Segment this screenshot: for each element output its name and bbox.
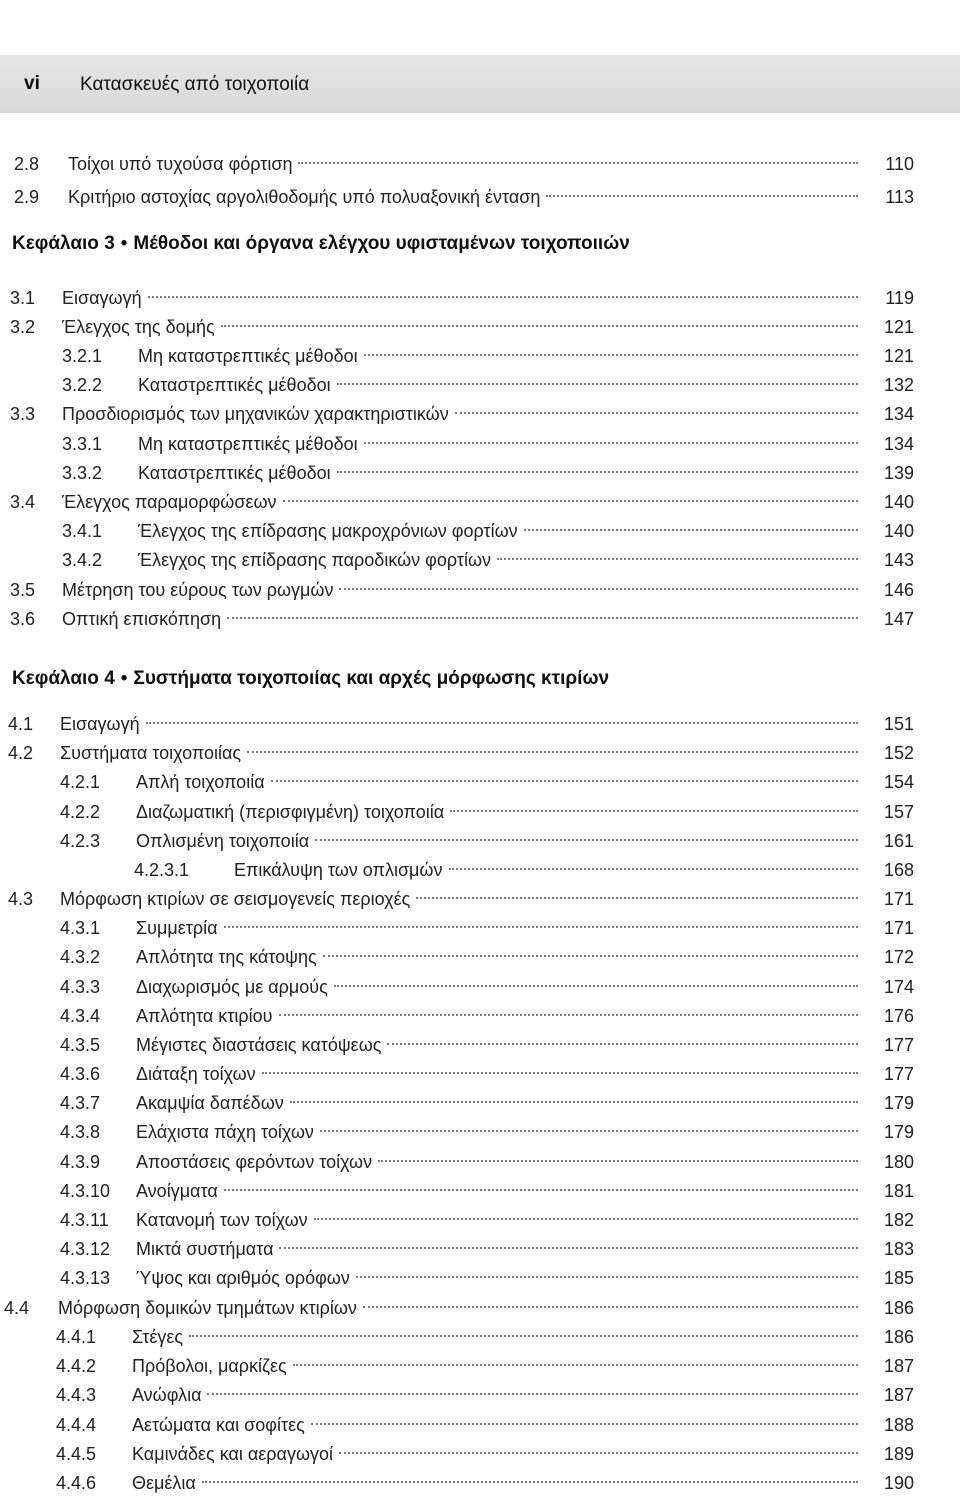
toc-number: 4.3.12 [60, 1239, 111, 1259]
toc-page: 143 [883, 550, 914, 570]
toc-title: Αετώματα και σοφίτες [132, 1415, 305, 1435]
toc-page: 189 [883, 1444, 914, 1464]
dot-leader [148, 296, 858, 298]
toc-page: 185 [883, 1268, 914, 1288]
toc-entry-3-3-1 [62, 430, 914, 458]
toc-page: 121 [883, 346, 914, 366]
toc-entry-3-4 [10, 488, 914, 516]
dot-leader [207, 1393, 858, 1395]
toc-title: Θεμέλια [132, 1473, 196, 1493]
dot-leader [224, 926, 859, 928]
toc-number: 3.4.2 [62, 550, 103, 570]
dot-leader [271, 780, 858, 782]
toc-entry-4-2-3-1 [134, 856, 914, 884]
dot-leader [363, 1306, 858, 1308]
dot-leader [311, 1423, 858, 1425]
toc-page: 188 [883, 1415, 914, 1435]
toc-entry-4-3-8 [60, 1118, 914, 1146]
toc-entry-4-3-9 [60, 1148, 914, 1176]
toc-number: 4.3.2 [60, 947, 101, 967]
toc-title: Έλεγχος της επίδρασης παροδικών φορτίων [138, 550, 491, 570]
toc-title: Μέτρηση του εύρους των ρωγμών [62, 580, 334, 600]
page-header [0, 55, 960, 113]
dot-leader [221, 325, 858, 327]
toc-entry-3-2-1 [62, 342, 914, 370]
chapter-3-bullet: • [120, 233, 128, 254]
toc-title: Μικτά συστήματα [136, 1239, 274, 1259]
toc-number: 4.2 [8, 743, 34, 763]
toc-page: 181 [883, 1181, 914, 1201]
dot-leader [314, 1218, 858, 1220]
toc-number: 4.4.4 [56, 1415, 97, 1435]
toc-title: Στέγες [132, 1327, 184, 1347]
toc-entry-3-5 [10, 576, 914, 604]
dot-leader [339, 1452, 858, 1454]
toc-page: 186 [883, 1298, 914, 1318]
chapter-4-bullet: • [120, 668, 128, 689]
toc-page: 187 [883, 1356, 914, 1376]
dot-leader [247, 751, 858, 753]
toc-entry-3-4-1 [62, 517, 914, 545]
toc-page: 161 [883, 831, 914, 851]
toc-entry-4-2 [8, 739, 914, 767]
toc-title: Οπλισμένη τοιχοποιία [136, 831, 310, 851]
toc-page: 139 [883, 463, 914, 483]
toc-number: 3.2.1 [62, 346, 103, 366]
toc-page: 154 [883, 772, 914, 792]
toc-number: 3.2.2 [62, 375, 103, 395]
toc-title: Μη καταστρεπτικές μέθοδοι [138, 346, 358, 366]
toc-entry-4-3-11 [60, 1206, 914, 1234]
dot-leader [334, 985, 858, 987]
toc-title: Ανοίγματα [136, 1181, 218, 1201]
dot-leader [224, 1189, 858, 1191]
toc-title: Καμινάδες και αεραγωγοί [132, 1444, 334, 1464]
toc-entry-4-4-3 [56, 1381, 914, 1409]
chapter-4-title: Συστήματα τοιχοποιίας και αρχές μόρφωσης κτιρίων [133, 668, 610, 689]
toc-page: 146 [883, 580, 914, 600]
toc-number: 3.3 [10, 404, 36, 424]
toc-title: Διαχωρισμός με αρμούς [136, 977, 328, 997]
toc-title: Μόρφωση δομικών τμημάτων κτιρίων [58, 1298, 357, 1318]
toc-entry-4-3-6 [60, 1060, 914, 1088]
toc-number: 4.3.13 [60, 1268, 111, 1288]
toc-entry-3-3 [10, 400, 914, 428]
toc-entry-4-1 [8, 710, 914, 738]
toc-title: Εισαγωγή [60, 714, 140, 734]
header-title: Κατασκευές από τοιχοποιία [80, 74, 310, 95]
toc-page: 186 [883, 1327, 914, 1347]
toc-page: 140 [883, 492, 914, 512]
toc-entry-4-2-2 [60, 798, 914, 826]
toc-title: Ύψος και αριθμός ορόφων [136, 1268, 350, 1288]
toc-entry-4-3-7 [60, 1089, 914, 1117]
dot-leader [290, 1101, 858, 1103]
toc-number: 3.4.1 [62, 521, 103, 541]
toc-page: 180 [883, 1152, 914, 1172]
toc-number: 3.2 [10, 317, 36, 337]
toc-title: Ανώφλια [132, 1385, 202, 1405]
toc-number: 4.3.11 [60, 1210, 109, 1230]
toc-entry-3-2-2 [62, 371, 914, 399]
toc-number: 3.3.2 [62, 463, 103, 483]
toc-title: Έλεγχος παραμορφώσεων [62, 492, 277, 512]
dot-leader [283, 500, 858, 502]
toc-title: Ελάχιστα πάχη τοίχων [136, 1122, 314, 1142]
dot-leader [356, 1276, 858, 1278]
toc-entry-4-2-3 [60, 827, 914, 855]
toc-number: 4.3.9 [60, 1152, 101, 1172]
toc-page: 177 [883, 1035, 914, 1055]
toc-page: 132 [883, 375, 914, 395]
toc-number: 4.3.3 [60, 977, 101, 997]
toc-number: 4.3.1 [60, 918, 101, 938]
dot-leader [339, 588, 858, 590]
chapter-4-heading [12, 668, 609, 690]
toc-entry-4-3-2 [60, 943, 914, 971]
dot-leader [364, 354, 858, 356]
toc-number: 4.4.3 [56, 1385, 97, 1405]
toc-page: 119 [885, 288, 914, 308]
toc-number: 2.9 [14, 187, 40, 207]
chapter-3-heading [12, 233, 630, 255]
toc-page: 172 [883, 947, 914, 967]
toc-page: 176 [883, 1006, 914, 1026]
dot-leader [323, 955, 858, 957]
toc-entry-4-2-1 [60, 768, 914, 796]
dot-leader [279, 1247, 858, 1249]
toc-number: 4.4.2 [56, 1356, 97, 1376]
toc-number: 4.3.7 [60, 1093, 101, 1113]
toc-page: 134 [883, 404, 914, 424]
toc-page: 171 [883, 889, 914, 909]
toc-title: Καταστρεπτικές μέθοδοι [138, 375, 331, 395]
toc-number: 3.5 [10, 580, 36, 600]
toc-page: 110 [885, 154, 914, 174]
toc-number: 4.3 [8, 889, 34, 909]
dot-leader [227, 617, 858, 619]
chapter-3-title: Μέθοδοι και όργανα ελέγχου υφισταμένων τοιχοποιιών [133, 233, 630, 254]
toc-entry-3-2 [10, 313, 914, 341]
dot-leader [416, 897, 858, 899]
toc-entry-4-4-5 [56, 1440, 914, 1468]
dot-leader [387, 1043, 858, 1045]
toc-entry-4-3-4 [60, 1002, 914, 1030]
toc-entry-4-4-6 [56, 1469, 914, 1497]
toc-title: Έλεγχος της επίδρασης μακροχρόνιων φορτίων [138, 521, 518, 541]
toc-page: 147 [883, 609, 914, 629]
toc-entry-3-3-2 [62, 459, 914, 487]
toc-entry-4-3-12 [60, 1235, 914, 1263]
toc-entry-4-3-10 [60, 1177, 914, 1205]
toc-entry-4-4-4 [56, 1411, 914, 1439]
dot-leader [364, 442, 858, 444]
toc-entry-4-3-5 [60, 1031, 914, 1059]
dot-leader [189, 1335, 858, 1337]
dot-leader [378, 1160, 858, 1162]
toc-entry-4-4-1 [56, 1323, 914, 1351]
toc-title: Συστήματα τοιχοποιίας [60, 743, 242, 763]
toc-title: Προσδιορισμός των μηχανικών χαρακτηριστικών [62, 404, 449, 424]
toc-title: Απλότητα κτιρίου [136, 1006, 273, 1026]
toc-number: 4.3.10 [60, 1181, 111, 1201]
toc-page: 190 [883, 1473, 914, 1493]
toc-title: Συμμετρία [136, 918, 218, 938]
toc-entry-4-4 [4, 1294, 914, 1322]
dot-leader [279, 1014, 859, 1016]
toc-title: Απλή τοιχοποιία [136, 772, 265, 792]
toc-number: 4.3.6 [60, 1064, 101, 1084]
toc-number: 4.4 [4, 1298, 30, 1318]
toc-title: Απλότητα της κάτοψης [136, 947, 317, 967]
toc-page: 168 [883, 860, 914, 880]
toc-entry-3-4-2 [62, 546, 914, 574]
toc-title: Κριτήριο αστοχίας αργολιθοδομής υπό πολυαξονική ένταση [68, 187, 541, 207]
toc-title: Ακαμψία δαπέδων [136, 1093, 284, 1113]
toc-title: Επικάλυψη των οπλισμών [234, 860, 443, 880]
toc-title: Μη καταστρεπτικές μέθοδοι [138, 434, 358, 454]
toc-page: 152 [883, 743, 914, 763]
chapter-3-label: Κεφάλαιο 3 [12, 233, 115, 254]
toc-entry-3-6 [10, 605, 914, 633]
toc-number: 4.2.1 [60, 772, 101, 792]
toc-number: 3.3.1 [62, 434, 103, 454]
toc-title: Τοίχοι υπό τυχούσα φόρτιση [68, 154, 293, 174]
toc-title: Διάταξη τοίχων [136, 1064, 256, 1084]
toc-entry-4-3-3 [60, 973, 914, 1001]
toc-number: 4.3.4 [60, 1006, 101, 1026]
toc-page: 140 [883, 521, 914, 541]
dot-leader [524, 529, 858, 531]
toc-page: 134 [883, 434, 914, 454]
toc-title: Κατανομή των τοίχων [136, 1210, 308, 1230]
toc-entry-4-3 [8, 885, 914, 913]
toc-number: 4.3.8 [60, 1122, 101, 1142]
toc-page: 174 [883, 977, 914, 997]
dot-leader [146, 722, 858, 724]
dot-leader [298, 162, 858, 164]
toc-page: 183 [883, 1239, 914, 1259]
toc-page: 177 [883, 1064, 914, 1084]
dot-leader [337, 471, 858, 473]
toc-title: Αποστάσεις φερόντων τοίχων [136, 1152, 373, 1172]
toc-number: 4.2.3.1 [134, 860, 190, 880]
toc-number: 3.4 [10, 492, 36, 512]
toc-entry-2-9 [14, 183, 914, 211]
toc-number: 4.1 [8, 714, 34, 734]
toc-title: Μέγιστες διαστάσεις κατόψεως [136, 1035, 382, 1055]
toc-number: 4.4.5 [56, 1444, 97, 1464]
toc-number: 4.4.1 [56, 1327, 97, 1347]
toc-entry-4-4-2 [56, 1352, 914, 1380]
toc-title: Εισαγωγή [62, 288, 142, 308]
toc-number: 4.2.3 [60, 831, 101, 851]
dot-leader [497, 558, 858, 560]
toc-entry-4-3-1 [60, 914, 914, 942]
dot-leader [337, 383, 858, 385]
toc-page: 179 [883, 1122, 914, 1142]
toc-title: Οπτική επισκόπηση [62, 609, 222, 629]
toc-entry-4-3-13 [60, 1264, 914, 1292]
toc-page: 151 [883, 714, 914, 734]
toc-number: 2.8 [14, 154, 40, 174]
toc-page: 171 [883, 918, 914, 938]
dot-leader [293, 1364, 858, 1366]
toc-number: 3.6 [10, 609, 36, 629]
toc-page: 121 [883, 317, 914, 337]
toc-number: 4.4.6 [56, 1473, 97, 1493]
toc-page: 179 [883, 1093, 914, 1113]
toc-title: Διαζωματική (περισφιγμένη) τοιχοποιία [136, 802, 445, 822]
dot-leader [320, 1130, 858, 1132]
dot-leader [449, 868, 859, 870]
toc-number: 4.2.2 [60, 802, 101, 822]
dot-leader [455, 412, 858, 414]
toc-number: 3.1 [10, 288, 36, 308]
toc-title: Μόρφωση κτιρίων σε σεισμογενείς περιοχές [60, 889, 411, 909]
toc-entry-2-8 [14, 150, 914, 178]
toc-page: 157 [883, 802, 914, 822]
toc-page: 113 [885, 187, 914, 207]
dot-leader [450, 810, 858, 812]
toc-title: Καταστρεπτικές μέθοδοι [138, 463, 331, 483]
dot-leader [546, 195, 858, 197]
dot-leader [315, 839, 858, 841]
toc-number: 4.3.5 [60, 1035, 101, 1055]
header-page-number: vi [24, 73, 40, 94]
toc-title: Έλεγχος της δομής [62, 317, 215, 337]
toc-title: Πρόβολοι, μαρκίζες [132, 1356, 287, 1376]
toc-page: 187 [883, 1385, 914, 1405]
dot-leader [202, 1481, 858, 1483]
toc-page: 182 [883, 1210, 914, 1230]
chapter-4-label: Κεφάλαιο 4 [12, 668, 115, 689]
dot-leader [262, 1072, 858, 1074]
toc-entry-3-1 [10, 284, 914, 312]
